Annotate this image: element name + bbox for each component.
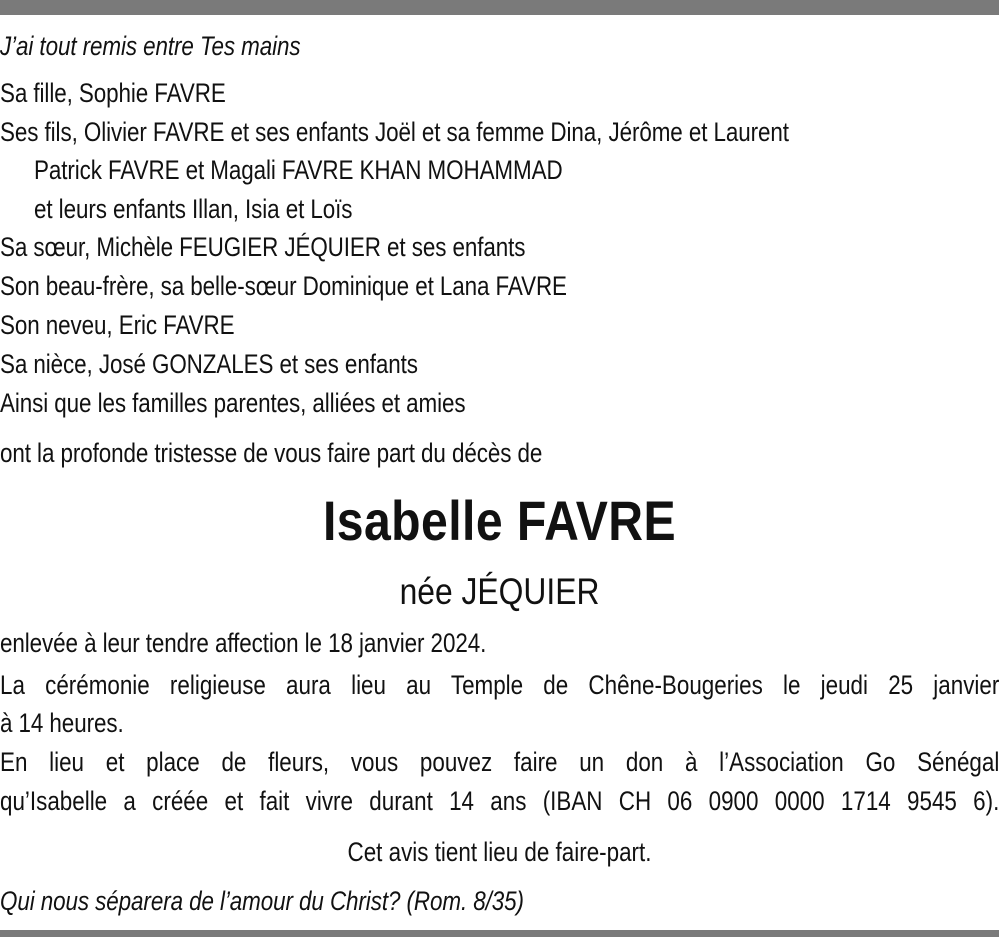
top-border-rule (0, 0, 999, 15)
ceremony-line: La cérémonie religieuse aura lieu au Temple de Chêne-Bougeries le jeudi 25 janvier (0, 670, 999, 700)
family-line-nephew: Son neveu, Eric FAVRE (0, 310, 235, 340)
date-line: enlevée à leur tendre affection le 18 janvier 2024. (0, 628, 487, 658)
family-line-sons: Ses fils, Olivier FAVRE et ses enfants Joël et sa femme Dina, Jérôme et Laurent (0, 117, 789, 147)
family-line-relatives: Ainsi que les familles parentes, alliées et amies (0, 388, 466, 418)
closing-verse: Qui nous séparera de l’amour du Christ? (Rom. 8/35) (0, 886, 524, 916)
family-line-grandchildren: et leurs enfants Illan, Isia et Loïs (34, 194, 353, 224)
donation-line-cont: qu’Isabelle a créée et fait vivre durant 14 ans (IBAN CH 06 0900 0000 1714 9545 6). (0, 786, 999, 816)
donation-line: En lieu et place de fleurs, vous pouvez faire un don à l’Association Go Sénégal (0, 747, 999, 777)
notice-text: Cet avis tient lieu de faire-part. (347, 837, 652, 867)
maiden-name: née JÉQUIER (399, 571, 600, 612)
deceased-name: Isabelle FAVRE (322, 489, 677, 552)
announcement-text: ont la profonde tristesse de vous faire part du décès de (0, 438, 543, 468)
family-line-niece: Sa nièce, José GONZALES et ses enfants (0, 349, 418, 379)
bottom-border-rule (0, 930, 999, 937)
family-line-in-laws: Son beau-frère, sa belle-sœur Dominique et Lana FAVRE (0, 271, 567, 301)
epigraph: J’ai tout remis entre Tes mains (0, 31, 301, 61)
family-line-daughter: Sa fille, Sophie FAVRE (0, 78, 226, 108)
family-line-sons-cont: Patrick FAVRE et Magali FAVRE KHAN MOHAMMAD (34, 155, 563, 185)
ceremony-line-cont: à 14 heures. (0, 708, 124, 738)
family-line-sister: Sa sœur, Michèle FEUGIER JÉQUIER et ses enfants (0, 232, 526, 262)
